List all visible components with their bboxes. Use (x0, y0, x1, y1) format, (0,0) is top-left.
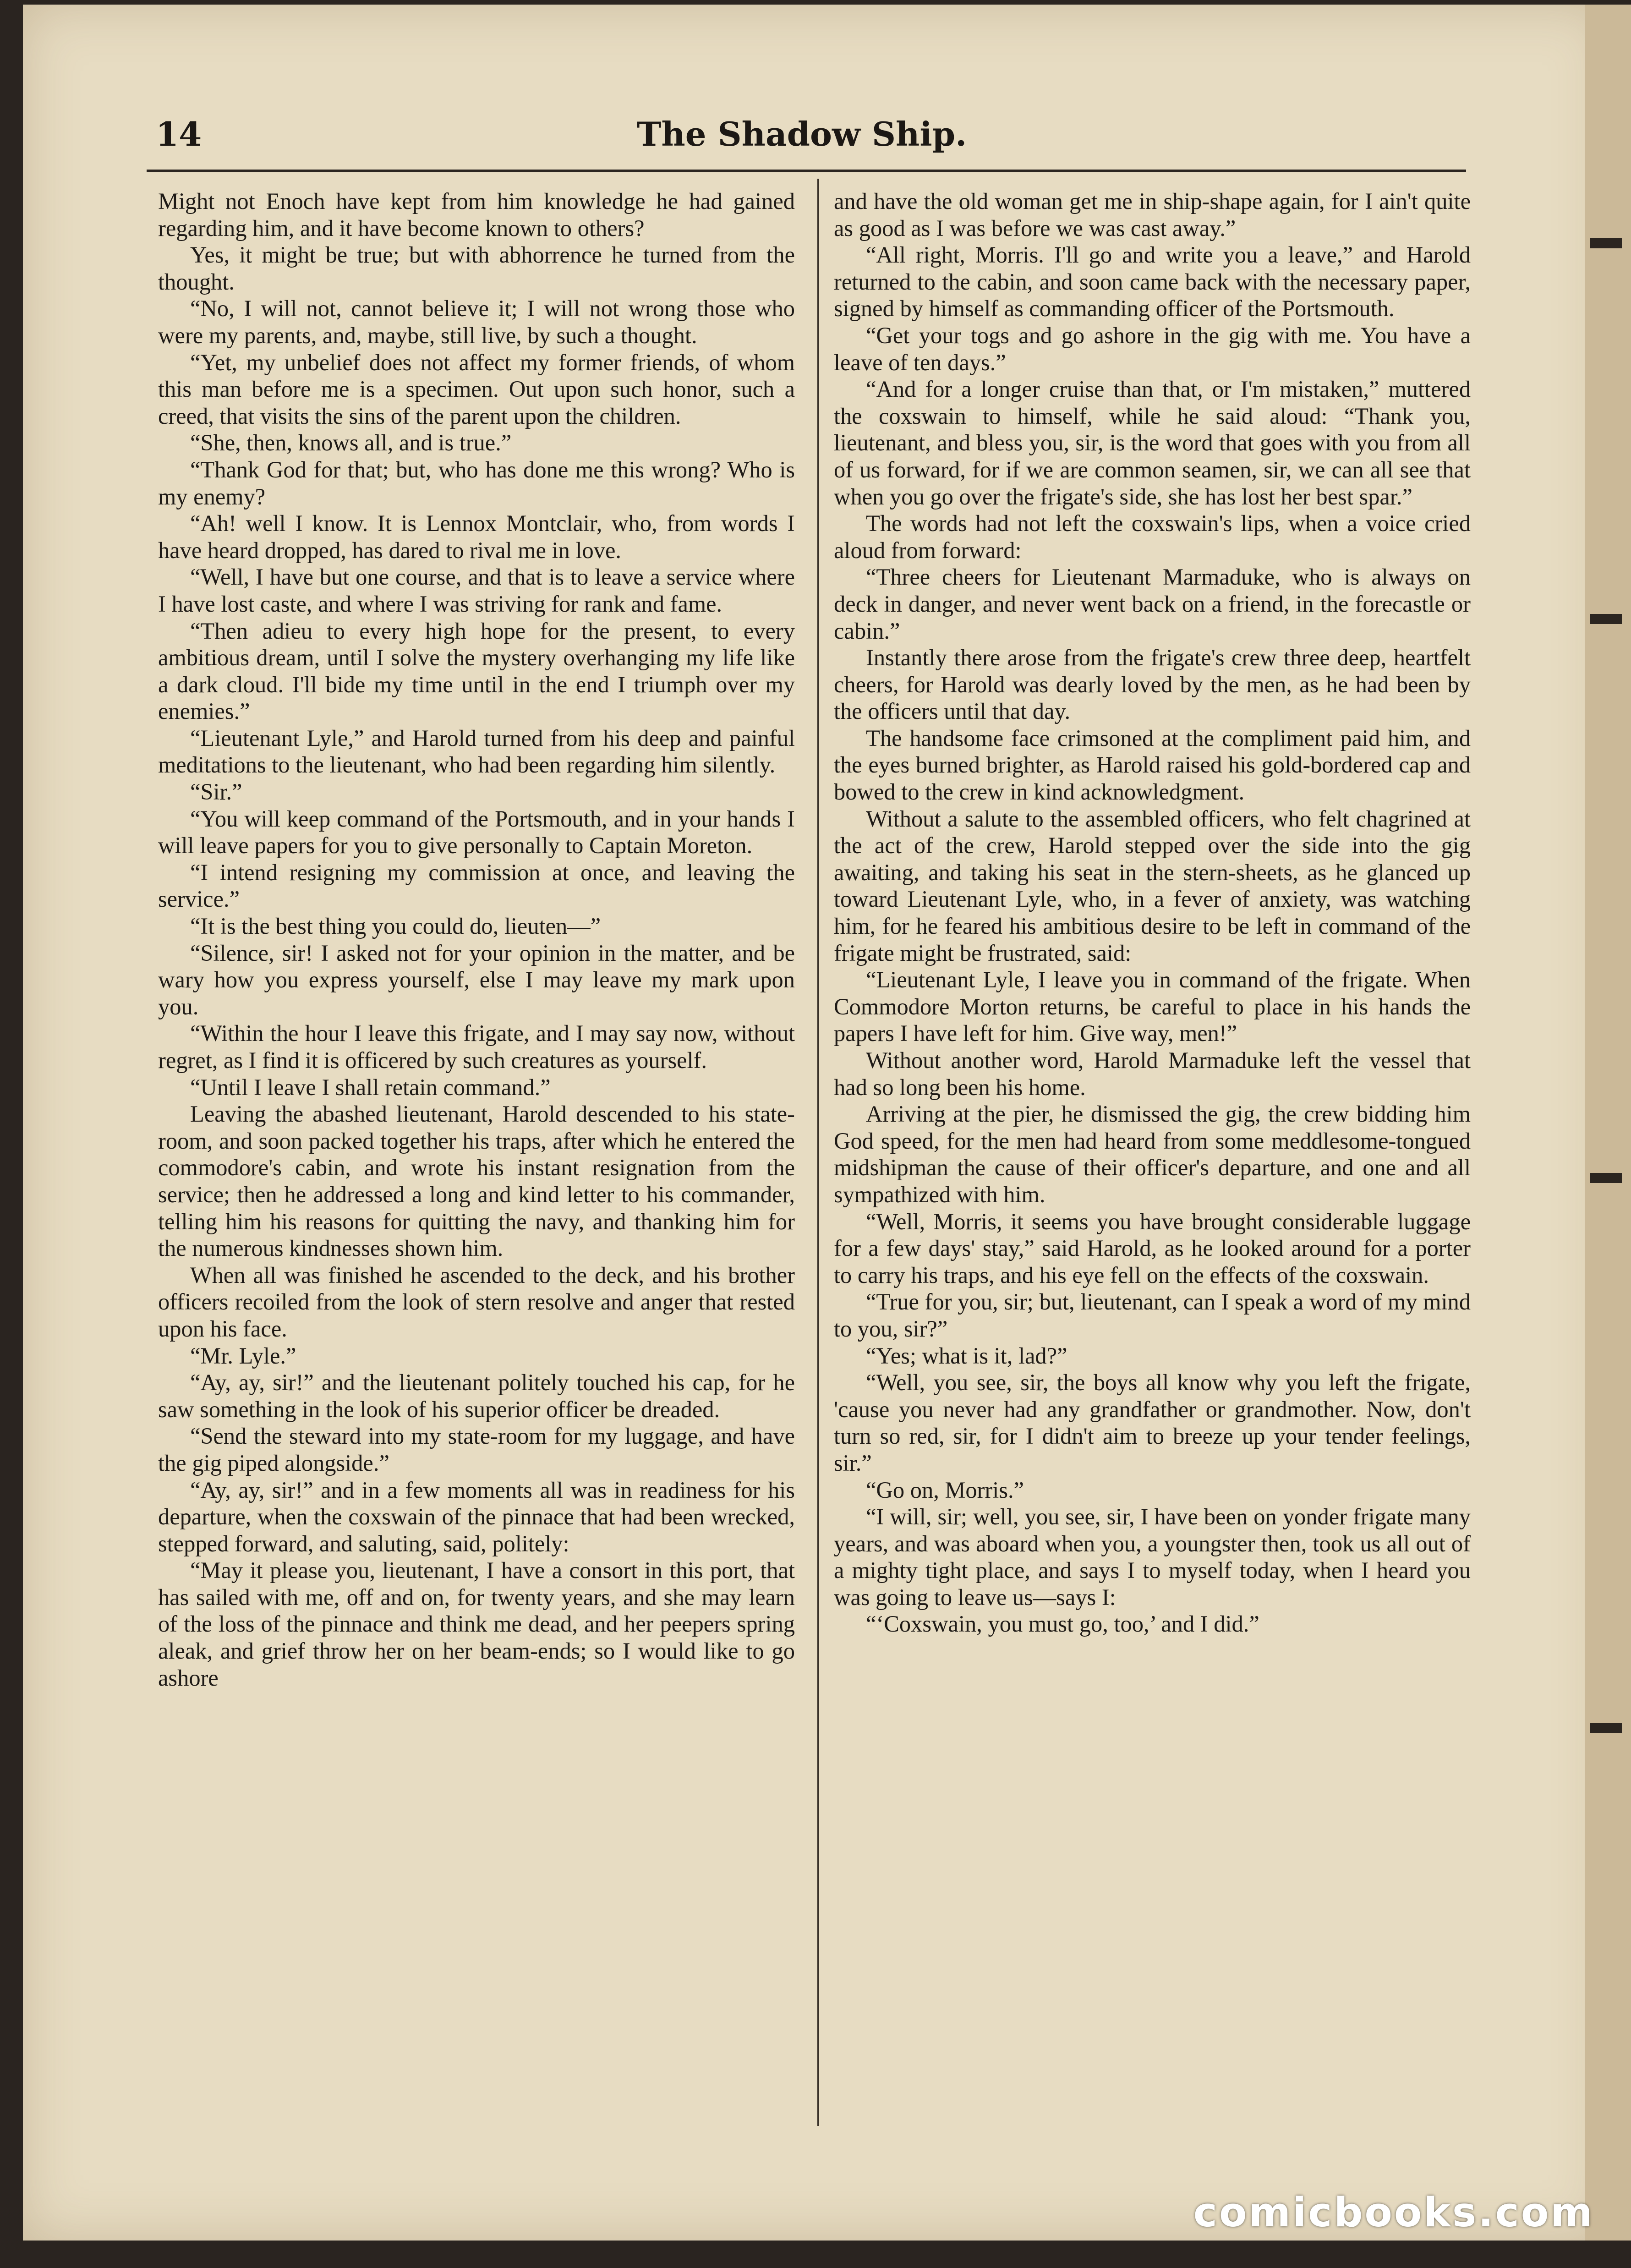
header-rule (147, 170, 1466, 172)
paragraph: Without another word, Harold Marmaduke left the vessel that had so long been his home. (834, 1047, 1471, 1100)
paragraph: “Thank God for that; but, who has done me this wrong? Who is my enemy? (158, 456, 795, 509)
paragraph: “It is the best thing you could do, lieuten—” (190, 913, 601, 939)
paragraph: “And for a longer cruise than that, or I'm mistaken,” muttered the coxswain to himself, while he said aloud: “Thank you, lieutenant, and bless you, sir, is the word that goes with you from all of us forward, for if we are common seamen, sir, we can all see that when you go over the frigate's side, she has lost her best spar.” (834, 376, 1471, 509)
paragraph: “Ah! well I know. It is Lennox Montclair, who, from words I have heard dropped, has dared to rival me in love. (158, 510, 795, 563)
paragraph: “Well, Morris, it seems you have brought considerable luggage for a few days' stay,” said Harold, as he looked around for a porter to carry his traps, and his eye fell on the effects of the coxswain. (834, 1208, 1471, 1288)
paragraph: The words had not left the coxswain's lips, when a voice cried aloud from forward: (834, 510, 1471, 563)
paragraph: “Until I leave I shall retain command.” (190, 1074, 551, 1100)
paragraph: “‘Coxswain, you must go, too,’ and I did.” (866, 1611, 1259, 1637)
paragraph: “Ay, ay, sir!” and in a few moments all was in readiness for his departure, when the coxswain of the pinnace that had been wrecked, stepped forward, and saluting, said, politely: (158, 1477, 795, 1556)
page-number: 14 (156, 115, 202, 153)
paragraph: “Get your togs and go ashore in the gig with me. You have a leave of ten days.” (834, 322, 1471, 375)
paragraph: When all was finished he ascended to the deck, and his brother officers recoiled from the look of stern resolve and anger that rested upon his face. (158, 1262, 795, 1342)
paragraph: “All right, Morris. I'll go and write you a leave,” and Harold returned to the cabin, and soon came back with the necessary paper, signed by himself as commanding officer of the Portsmouth. (834, 242, 1471, 322)
paragraph: “Lieutenant Lyle, I leave you in command of the frigate. When Commodore Morton returns, be careful to place in his hands the papers I have left for him. Give way, men!” (834, 967, 1471, 1046)
paragraph: Leaving the abashed lieutenant, Harold descended to his state-room, and soon packed together his traps, after which he entered the commodore's cabin, and wrote his instant resignation from the service; then he addressed a long and kind letter to his commander, telling him his reasons for quitting the navy, and thanking him for the numerous kindnesses shown him. (158, 1101, 795, 1261)
left-column (158, 188, 795, 1691)
paragraph: “Sir.” (190, 779, 242, 805)
binding-mark (1590, 1723, 1622, 1733)
paragraph: “Go on, Morris.” (866, 1477, 1024, 1503)
paragraph: “I intend resigning my commission at once, and leaving the service.” (158, 859, 795, 912)
watermark: comicbooks.com (1193, 2189, 1594, 2236)
paragraph: Arriving at the pier, he dismissed the gig, the crew bidding him God speed, for the men had heard from some meddlesome-tongued midshipman the cause of their officer's departure, and one and all sympathized with him. (834, 1101, 1471, 1207)
paragraph: “Well, you see, sir, the boys all know why you left the frigate, 'cause you never had any grandfather or grandmother. Now, don't turn so red, sir, for I didn't aim to breeze up your tender feelings, sir.” (834, 1370, 1471, 1476)
binding-mark (1590, 238, 1622, 248)
binding-mark (1590, 614, 1622, 624)
binding-mark (1590, 1173, 1622, 1183)
paragraph: “Yet, my unbelief does not affect my former friends, of whom this man before me is a specimen. Out upon such honor, such a creed, that visits the sins of the parent upon the children. (158, 349, 795, 429)
paragraph: “Then adieu to every high hope for the present, to every ambitious dream, until I solve the mystery overhanging my life like a dark cloud. I'll bide my time until in the end I triumph over my enemies.” (158, 618, 795, 724)
paragraph: “Well, I have but one course, and that is to leave a service where I have lost caste, and where I was striving for rank and fame. (158, 564, 795, 617)
paragraph: “Mr. Lyle.” (190, 1342, 296, 1369)
paragraph: “No, I will not, cannot believe it; I will not wrong those who were my parents, and, maybe, still live, by such a thought. (158, 296, 795, 348)
paragraph: “You will keep command of the Portsmouth, and in your hands I will leave papers for you to give personally to Captain Moreton. (158, 805, 795, 859)
paragraph: Without a salute to the assembled officers, who felt chagrined at the act of the crew, Harold stepped over the side into the gig awaiting, and taking his seat in the stern-sheets, as he glanced up toward Lieutenant Lyle, who, in a fever of anxiety, was watching him, for he feared his ambitious desire to be left in command of the frigate might be frustrated, said: (834, 805, 1471, 966)
paragraph: “Send the steward into my state-room for my luggage, and have the gig piped alongside.” (158, 1423, 795, 1476)
paragraph: “Three cheers for Lieutenant Marmaduke, who is always on deck in danger, and never went back on a friend, in the forecastle or cabin.” (834, 564, 1471, 644)
paragraph: “Silence, sir! I asked not for your opinion in the matter, and be wary how you express yourself, else I may leave my mark upon you. (158, 940, 795, 1019)
page-header (133, 110, 1471, 156)
paragraph: “Lieutenant Lyle,” and Harold turned from his deep and painful meditations to the lieutenant, who had been regarding him silently. (158, 725, 795, 778)
paragraph: The handsome face crimsoned at the compliment paid him, and the eyes burned brighter, as Harold raised his gold-bordered cap and bowed to the crew in kind acknowledgment. (834, 725, 1471, 805)
paragraph: Might not Enoch have kept from him knowledge he had gained regarding him, and it have become known to others? (158, 188, 795, 241)
paragraph: and have the old woman get me in ship-shape again, for I ain't quite as good as I was before we was cast away.” (834, 188, 1471, 241)
column-rule (817, 179, 819, 2126)
right-column (834, 188, 1471, 1638)
paragraph: Instantly there arose from the frigate's crew three deep, heartfelt cheers, for Harold was dearly loved by the men, as he had been by the officers until that day. (834, 645, 1471, 724)
paragraph: “She, then, knows all, and is true.” (190, 430, 512, 456)
page-edge (1585, 5, 1631, 2241)
paragraph: “I will, sir; well, you see, sir, I have been on yonder frigate many years, and was aboard when you, a youngster then, took us all out of a mighty tight place, and says I to myself today, when I heard you was going to leave us—says I: (834, 1504, 1471, 1610)
paragraph: “May it please you, lieutenant, I have a consort in this port, that has sailed with me, off and on, for twenty years, and she may learn of the loss of the pinnace and think me dead, and her peepers spring aleak, and grief throw her on her beam-ends; so I would like to go ashore (158, 1557, 795, 1691)
paragraph: “True for you, sir; but, lieutenant, can I speak a word of my mind to you, sir?” (834, 1289, 1471, 1342)
running-title: The Shadow Ship. (636, 115, 967, 153)
paragraph: “Yes; what is it, lad?” (866, 1342, 1067, 1369)
paragraph: “Ay, ay, sir!” and the lieutenant politely touched his cap, for he saw something in the look of his superior officer be dreaded. (158, 1370, 795, 1422)
paragraph: Yes, it might be true; but with abhorrence he turned from the thought. (158, 242, 795, 295)
paragraph: “Within the hour I leave this frigate, and I may say now, without regret, as I find it is officered by such creatures as yourself. (158, 1020, 795, 1073)
